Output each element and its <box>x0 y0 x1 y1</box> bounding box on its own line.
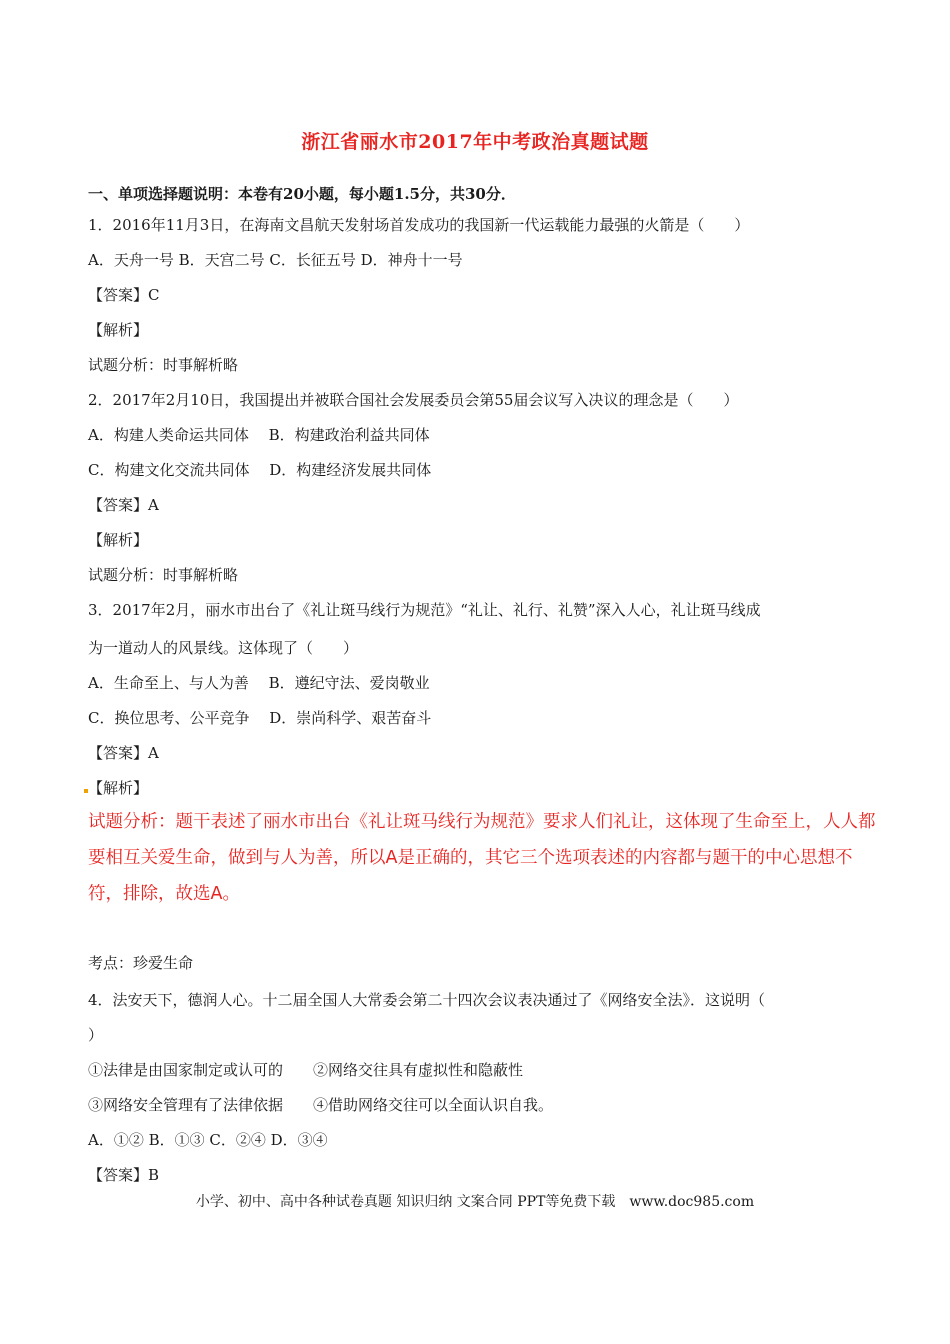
q1-analysis: 试题分析：时事解析略 <box>88 356 239 374</box>
q3-jiexi: 【解析】 <box>88 779 149 797</box>
q2-options-2: C．构建文化交流共同体 D．构建经济发展共同体 <box>88 461 432 479</box>
q3-analysis: 试题分析：题干表述了丽水市出台《礼让斑马线行为规范》要求人们礼让，这体现了生命至上，人人都要相互关爱生命，做到与人为善，所以A是正确的，其它三个选项表述的内容都与题干的中心思想不符，排除，故选A。 <box>88 812 876 904</box>
q3-kaodian: 考点：珍爱生命 <box>88 954 194 972</box>
q1-answer: 【答案】C <box>88 286 160 304</box>
q3-stem-1: 3．2017年2月，丽水市出台了《礼让斑马线行为规范》“礼让、礼行、礼赞”深入人心，礼让斑马线成 <box>88 601 761 619</box>
q2-options-1: A．构建人类命运共同体 B．构建政治利益共同体 <box>88 426 430 444</box>
q1-jiexi: 【解析】 <box>88 321 149 339</box>
q4-stem-2: ） <box>88 1026 104 1044</box>
q2-answer: 【答案】A <box>88 496 159 514</box>
q2-analysis: 试题分析：时事解析略 <box>88 566 239 584</box>
q4-options: A．①② B．①③ C．②④ D．③④ <box>88 1131 328 1149</box>
page-title: 浙江省丽水市2017年中考政治真题试题 <box>301 131 649 153</box>
q4-items-1: ①法律是由国家制定或认可的 ②网络交往具有虚拟性和隐蔽性 <box>88 1061 524 1079</box>
section-header: 一、单项选择题说明：本卷有20小题，每小题1.5分，共30分． <box>88 185 516 203</box>
q3-options-2: C．换位思考、公平竞争 D．崇尚科学、艰苦奋斗 <box>88 709 432 727</box>
q4-stem-1: 4．法安天下，德润人心。十二届全国人大常委会第二十四次会议表决通过了《网络安全法》．这说明（ <box>88 991 766 1009</box>
q3-options-1: A．生命至上、与人为善 B．遵纪守法、爱岗敬业 <box>88 674 430 692</box>
q1-options: A．天舟一号 B．天宫二号 C．长征五号 D．神舟十一号 <box>88 251 463 269</box>
q2-jiexi: 【解析】 <box>88 531 149 549</box>
q4-answer: 【答案】B <box>88 1166 160 1184</box>
q3-answer: 【答案】A <box>88 744 159 762</box>
q3-stem-2: 为一道动人的风景线。这体现了（ ） <box>88 639 359 657</box>
page-footer: 小学、初中、高中各种试卷真题 知识归纳 文案合同 PPT等免费下载 www.doc985.com <box>195 1194 755 1210</box>
q1-stem: 1．2016年11月3日，在海南文昌航天发射场首发成功的我国新一代运载能力最强的火箭是（ ） <box>88 216 750 234</box>
q4-items-2: ③网络安全管理有了法律依据 ④借助网络交往可以全面认识自我。 <box>88 1096 554 1114</box>
q2-stem: 2．2017年2月10日，我国提出并被联合国社会发展委员会第55届会议写入决议的理念是（ ） <box>88 391 739 409</box>
